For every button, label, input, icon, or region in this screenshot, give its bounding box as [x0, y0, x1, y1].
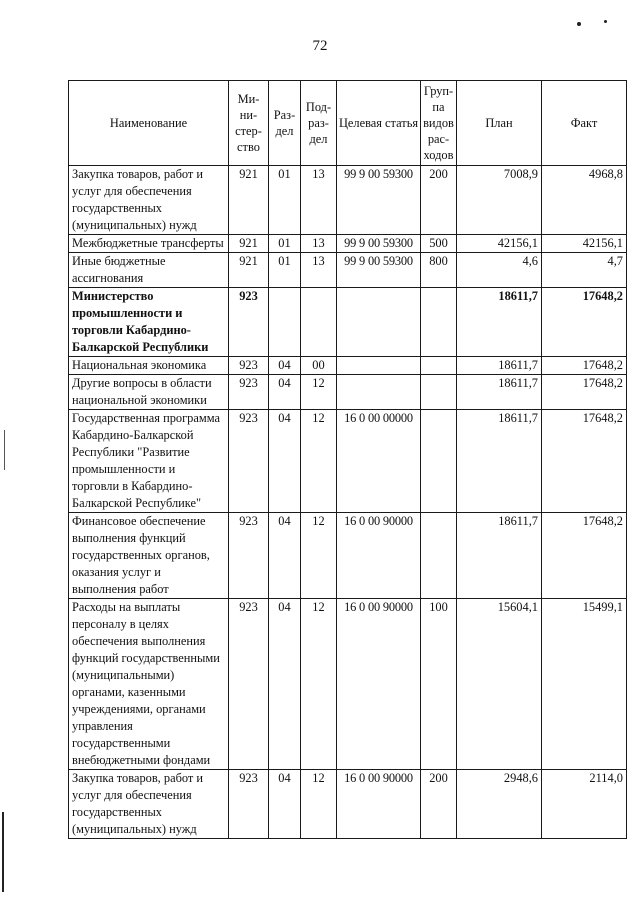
cell-fact: 17648,2 [542, 288, 627, 357]
cell-target: 16 0 00 90000 [337, 513, 421, 599]
cell-ministry: 923 [229, 375, 269, 410]
cell-ministry: 923 [229, 410, 269, 513]
cell-section: 04 [269, 513, 301, 599]
cell-fact: 17648,2 [542, 357, 627, 375]
scan-edge-mark [2, 812, 4, 892]
header-expense-group: Груп-па видов рас-ходов [421, 81, 457, 166]
cell-name: Министерство промышленности и торговли Кабардино-Балкарской Республики [69, 288, 229, 357]
cell-subsection: 13 [301, 235, 337, 253]
cell-subsection: 13 [301, 166, 337, 235]
cell-target: 16 0 00 90000 [337, 599, 421, 770]
cell-name: Другие вопросы в области национальной экономики [69, 375, 229, 410]
cell-target: 16 0 00 00000 [337, 410, 421, 513]
cell-plan: 18611,7 [457, 357, 542, 375]
scan-speck [577, 22, 581, 26]
cell-expense-group [421, 513, 457, 599]
cell-name: Расходы на выплаты персоналу в целях обеспечения выполнения функций государственными (муниципальными) органами, казенными учреждениями, органами управления государственными внебюджетными фондами [69, 599, 229, 770]
cell-name: Закупка товаров, работ и услуг для обеспечения государственных (муниципальных) нужд [69, 770, 229, 839]
cell-expense-group: 800 [421, 253, 457, 288]
cell-expense-group: 200 [421, 770, 457, 839]
cell-expense-group: 500 [421, 235, 457, 253]
cell-name: Государственная программа Кабардино-Балкарской Республики "Развитие промышленности и торговли в Кабардино-Балкарской Республике" [69, 410, 229, 513]
cell-target: 16 0 00 90000 [337, 770, 421, 839]
header-fact: Факт [542, 81, 627, 166]
cell-section: 01 [269, 253, 301, 288]
cell-name: Закупка товаров, работ и услуг для обеспечения государственных (муниципальных) нужд [69, 166, 229, 235]
cell-expense-group: 100 [421, 599, 457, 770]
scan-edge-mark [4, 430, 5, 470]
cell-target [337, 375, 421, 410]
cell-section: 01 [269, 166, 301, 235]
header-plan: План [457, 81, 542, 166]
cell-ministry: 923 [229, 288, 269, 357]
cell-ministry: 923 [229, 770, 269, 839]
header-subsection: Под-раз-дел [301, 81, 337, 166]
cell-subsection [301, 288, 337, 357]
cell-subsection: 00 [301, 357, 337, 375]
page-number: 72 [312, 38, 328, 54]
header-name: Наименование [69, 81, 229, 166]
cell-ministry: 923 [229, 513, 269, 599]
cell-expense-group [421, 288, 457, 357]
cell-target: 99 9 00 59300 [337, 166, 421, 235]
cell-expense-group [421, 375, 457, 410]
cell-ministry: 921 [229, 235, 269, 253]
cell-plan: 7008,9 [457, 166, 542, 235]
cell-plan: 42156,1 [457, 235, 542, 253]
cell-target: 99 9 00 59300 [337, 235, 421, 253]
cell-name: Иные бюджетные ассигнования [69, 253, 229, 288]
cell-section: 04 [269, 357, 301, 375]
cell-ministry: 923 [229, 599, 269, 770]
cell-subsection: 12 [301, 513, 337, 599]
cell-section [269, 288, 301, 357]
table-row [69, 410, 627, 513]
cell-name: Финансовое обеспечение выполнения функций государственных органов, оказания услуг и выполнения работ [69, 513, 229, 599]
cell-section: 01 [269, 235, 301, 253]
header-ministry: Ми-ни-стер-ство [229, 81, 269, 166]
cell-name: Межбюджетные трансферты [69, 235, 229, 253]
cell-section: 04 [269, 410, 301, 513]
cell-fact: 2114,0 [542, 770, 627, 839]
cell-ministry: 921 [229, 166, 269, 235]
cell-fact: 42156,1 [542, 235, 627, 253]
header-section: Раз-дел [269, 81, 301, 166]
table-header-row [69, 81, 627, 166]
cell-target [337, 357, 421, 375]
table-row [69, 599, 627, 770]
cell-section: 04 [269, 770, 301, 839]
cell-plan: 18611,7 [457, 513, 542, 599]
cell-plan: 18611,7 [457, 288, 542, 357]
cell-target [337, 288, 421, 357]
cell-subsection: 13 [301, 253, 337, 288]
cell-subsection: 12 [301, 599, 337, 770]
table-row [69, 235, 627, 253]
cell-plan: 4,6 [457, 253, 542, 288]
cell-ministry: 923 [229, 357, 269, 375]
header-target: Целевая статья [337, 81, 421, 166]
scan-speck [604, 20, 607, 23]
cell-fact: 17648,2 [542, 410, 627, 513]
cell-expense-group [421, 357, 457, 375]
cell-subsection: 12 [301, 770, 337, 839]
cell-expense-group: 200 [421, 166, 457, 235]
cell-name: Национальная экономика [69, 357, 229, 375]
cell-fact: 4,7 [542, 253, 627, 288]
table-row [69, 166, 627, 235]
cell-subsection: 12 [301, 410, 337, 513]
cell-expense-group [421, 410, 457, 513]
table-row [69, 770, 627, 839]
table-row [69, 357, 627, 375]
table-row [69, 288, 627, 357]
cell-ministry: 921 [229, 253, 269, 288]
cell-plan: 18611,7 [457, 375, 542, 410]
cell-fact: 17648,2 [542, 513, 627, 599]
cell-plan: 2948,6 [457, 770, 542, 839]
cell-subsection: 12 [301, 375, 337, 410]
cell-fact: 4968,8 [542, 166, 627, 235]
cell-fact: 17648,2 [542, 375, 627, 410]
table-row [69, 253, 627, 288]
cell-section: 04 [269, 599, 301, 770]
table-row [69, 375, 627, 410]
budget-table [68, 80, 627, 839]
cell-target: 99 9 00 59300 [337, 253, 421, 288]
table-row [69, 513, 627, 599]
cell-fact: 15499,1 [542, 599, 627, 770]
cell-plan: 18611,7 [457, 410, 542, 513]
cell-plan: 15604,1 [457, 599, 542, 770]
cell-section: 04 [269, 375, 301, 410]
